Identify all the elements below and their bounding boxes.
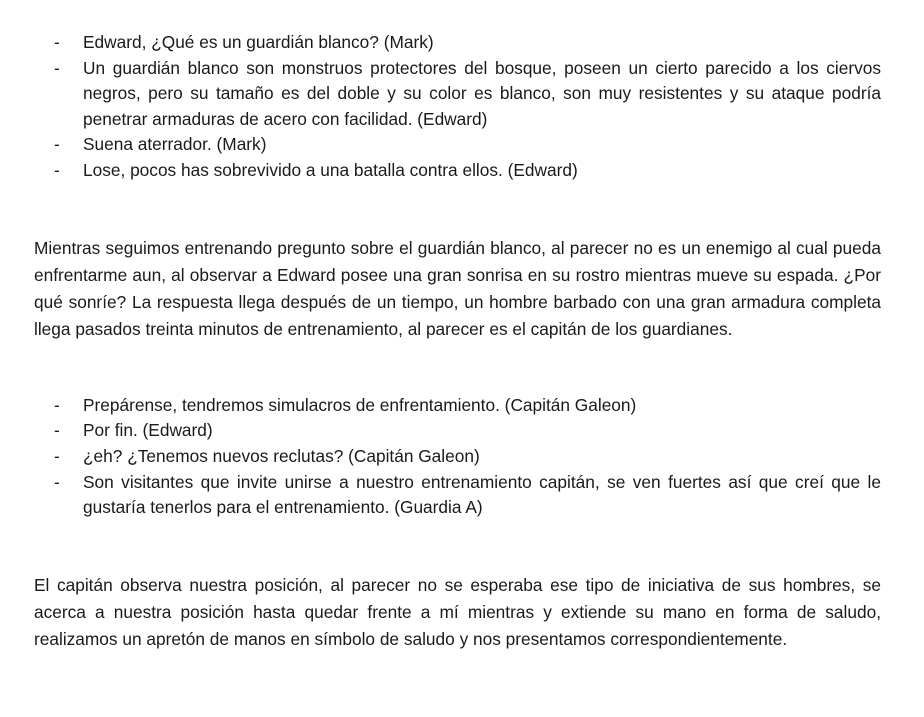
dash-marker: - [54, 445, 60, 466]
dash-marker: - [54, 57, 60, 78]
dialogue-text: Edward, ¿Qué es un guardián blanco? (Mark) [83, 32, 434, 52]
dialogue-list-1 [34, 30, 881, 184]
dash-marker: - [54, 159, 60, 180]
dash-marker: - [54, 134, 60, 155]
dialogue-text: Un guardián blanco son monstruos protectores del bosque, poseen un cierto parecido a los ciervos negros, pero su tamaño es del doble y su color es blanco, son muy resistentes y su ataque podría penetrar armaduras de acero con facilidad. (Edward) [83, 57, 881, 129]
dialogue-text: Suena aterrador. (Mark) [83, 134, 267, 155]
dialogue-line [34, 30, 881, 56]
dialogue-line [34, 158, 881, 184]
narrative-paragraph-2: El capitán observa nuestra posición, al parecer no se esperaba ese tipo de iniciativa de sus hombres, se acerca a nuestra posición hasta quedar frente a mí mientras y extiende su mano en forma de saludo, realizamos un apretón de manos en símbolo de saludo y nos presentamos correspondientemente. [34, 574, 881, 650]
dialogue-list-2 [34, 393, 881, 521]
dialogue-text: Lose, pocos has sobrevivido a una batalla contra ellos. (Edward) [83, 159, 578, 180]
dash-marker: - [54, 471, 60, 492]
dialogue-text: ¿eh? ¿Tenemos nuevos reclutas? (Capitán Galeon) [83, 445, 480, 466]
document-page [34, 30, 881, 654]
dialogue-line [34, 470, 881, 521]
dialogue-text: Son visitantes que invite unirse a nuestro entrenamiento capitán, se ven fuertes así que creí que le gustaría tenerlos para el entrenamiento. (Guardia A) [83, 471, 881, 518]
dialogue-text: Por fin. (Edward) [83, 420, 213, 441]
narrative-paragraph-1: Mientras seguimos entrenando pregunto sobre el guardián blanco, al parecer no es un enemigo al cual pueda enfrentarme aun, al observar a Edward posee una gran sonrisa en su rostro mientras mueve su espada. ¿Por qué sonríe? La respuesta llega después de un tiempo, un hombre barbado con una gran armadura completa llega pasados treinta minutos de entrenamiento, al parecer es el capitán de los guardianes. [34, 237, 881, 340]
dialogue-text: Prepárense, tendremos simulacros de enfrentamiento. (Capitán Galeon) [83, 394, 637, 415]
dialogue-line [34, 56, 881, 133]
dialogue-line [34, 393, 881, 419]
dash-marker: - [54, 32, 60, 52]
dialogue-line [34, 418, 881, 444]
dash-marker: - [54, 394, 60, 415]
dash-marker: - [54, 420, 60, 441]
dialogue-line [34, 444, 881, 470]
dialogue-line [34, 132, 881, 158]
